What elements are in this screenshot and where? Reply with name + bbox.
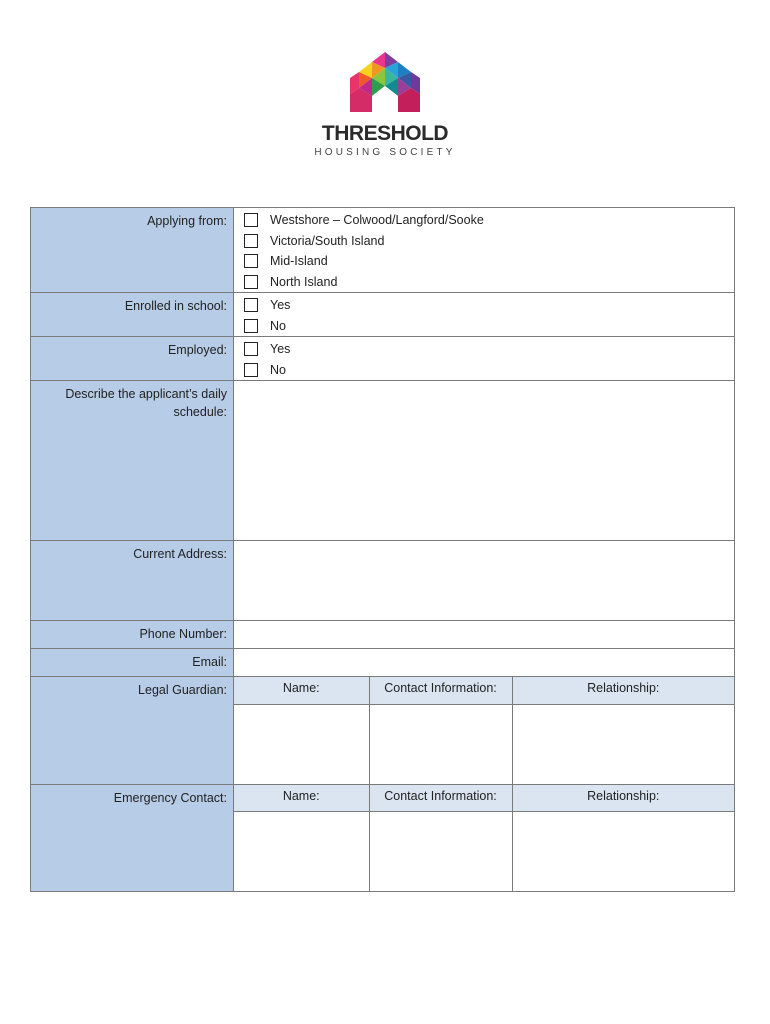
email-label: Email: xyxy=(31,649,234,677)
employed-yes[interactable]: Yes xyxy=(244,339,734,360)
option-mid-island[interactable]: Mid-Island xyxy=(244,251,734,272)
brand-subtitle: HOUSING SOCIETY xyxy=(314,147,456,158)
checkbox-icon[interactable] xyxy=(244,342,258,356)
emergency-contact-table xyxy=(234,785,734,892)
option-westshore[interactable]: Westshore – Colwood/Langford/Sooke xyxy=(244,210,734,231)
enrolled-yes[interactable]: Yes xyxy=(244,295,734,316)
emergency-contact-header: Contact Information: xyxy=(369,785,512,812)
current-address-row xyxy=(31,541,735,621)
applying-from-label: Applying from: xyxy=(31,208,234,293)
employed-no[interactable]: No xyxy=(244,360,734,381)
applying-from-options xyxy=(234,208,735,293)
emergency-contact-field[interactable] xyxy=(369,812,512,892)
emergency-relationship-field[interactable] xyxy=(512,812,734,892)
emergency-contact-row xyxy=(31,784,735,892)
option-victoria[interactable]: Victoria/South Island xyxy=(244,231,734,252)
email-row xyxy=(31,649,735,677)
checkbox-icon[interactable] xyxy=(244,275,258,289)
emergency-contact-label: Emergency Contact: xyxy=(31,784,234,892)
checkbox-icon[interactable] xyxy=(244,363,258,377)
guardian-name-header: Name: xyxy=(234,677,369,704)
current-address-field[interactable] xyxy=(234,541,735,621)
employed-row xyxy=(31,337,735,381)
header-logo xyxy=(0,0,770,170)
applying-from-row xyxy=(31,208,735,293)
enrolled-options xyxy=(234,293,735,337)
guardian-contact-field[interactable] xyxy=(369,704,512,784)
employed-options xyxy=(234,337,735,381)
guardian-relationship-field[interactable] xyxy=(512,704,734,784)
employed-label: Employed: xyxy=(31,337,234,381)
application-form xyxy=(30,207,735,892)
guardian-relationship-header: Relationship: xyxy=(512,677,734,704)
checkbox-icon[interactable] xyxy=(244,254,258,268)
email-field[interactable] xyxy=(234,649,735,677)
current-address-label: Current Address: xyxy=(31,541,234,621)
guardian-contact-header: Contact Information: xyxy=(369,677,512,704)
emergency-relationship-header: Relationship: xyxy=(512,785,734,812)
legal-guardian-table xyxy=(234,677,734,784)
checkbox-icon[interactable] xyxy=(244,298,258,312)
guardian-name-field[interactable] xyxy=(234,704,369,784)
daily-schedule-row xyxy=(31,381,735,541)
phone-row xyxy=(31,621,735,649)
legal-guardian-row xyxy=(31,677,735,785)
brand-title: THRESHOLD xyxy=(321,122,449,145)
emergency-name-header: Name: xyxy=(234,785,369,812)
option-north-island[interactable]: North Island xyxy=(244,272,734,293)
threshold-logo-icon xyxy=(348,50,422,114)
enrolled-no[interactable]: No xyxy=(244,316,734,337)
checkbox-icon[interactable] xyxy=(244,319,258,333)
checkbox-icon[interactable] xyxy=(244,234,258,248)
checkbox-icon[interactable] xyxy=(244,213,258,227)
daily-schedule-label: Describe the applicant’s daily schedule: xyxy=(31,381,234,541)
daily-schedule-field[interactable] xyxy=(234,381,735,541)
phone-label: Phone Number: xyxy=(31,621,234,649)
enrolled-label: Enrolled in school: xyxy=(31,293,234,337)
enrolled-row xyxy=(31,293,735,337)
emergency-name-field[interactable] xyxy=(234,812,369,892)
legal-guardian-label: Legal Guardian: xyxy=(31,677,234,785)
phone-field[interactable] xyxy=(234,621,735,649)
